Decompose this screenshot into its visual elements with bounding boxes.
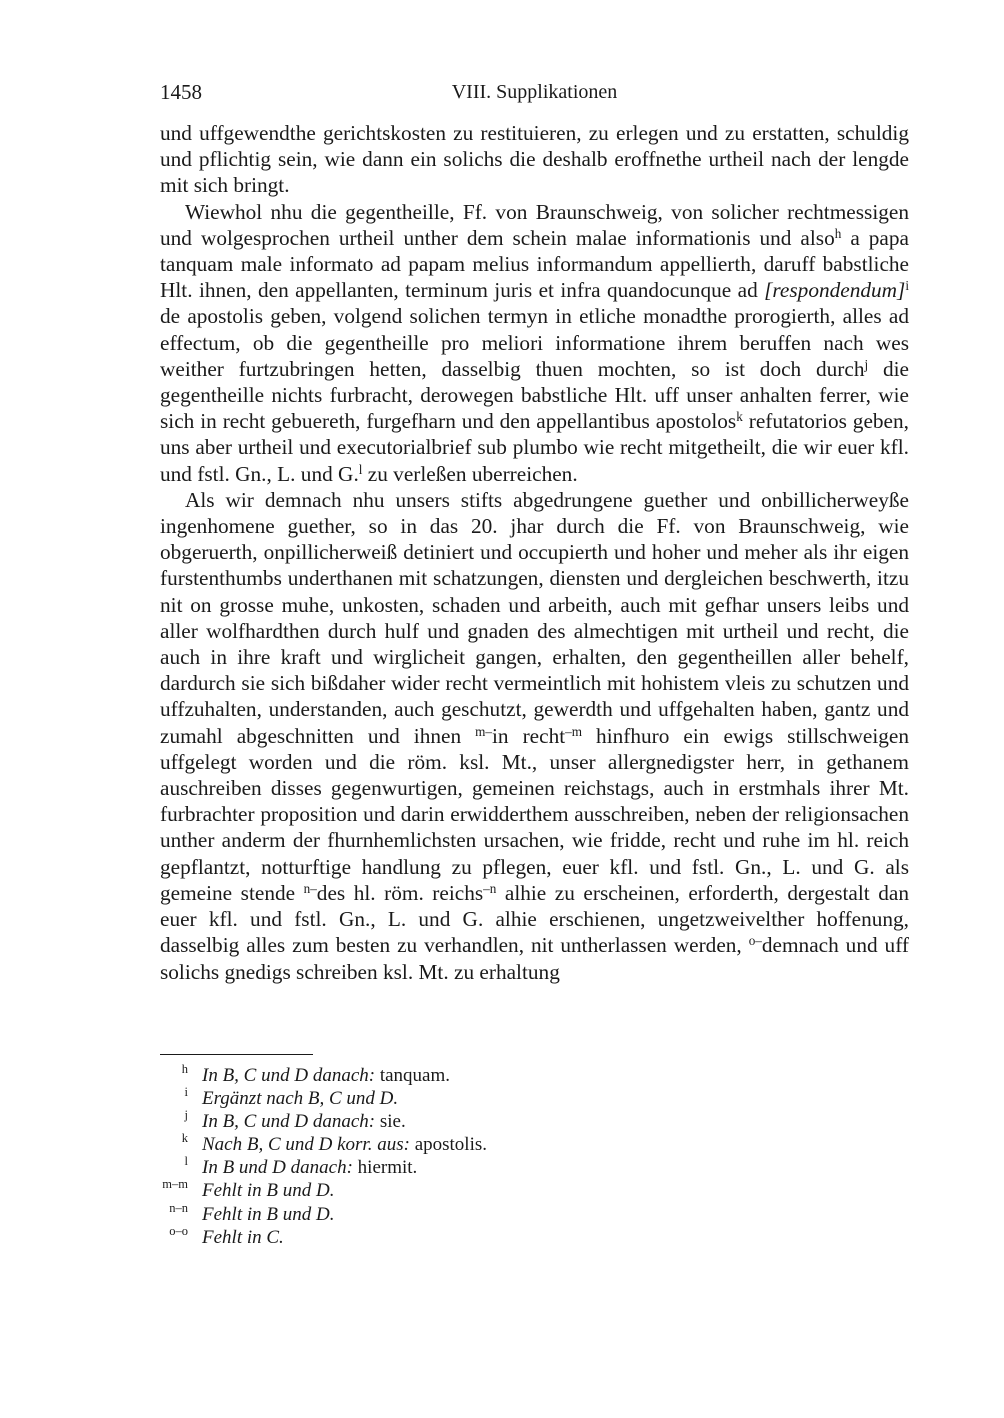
footnote-divider bbox=[160, 1054, 313, 1055]
footnote-ref: h bbox=[834, 225, 842, 241]
footnote bbox=[160, 1200, 909, 1226]
paragraph-1 bbox=[160, 120, 909, 199]
footnote bbox=[160, 1087, 909, 1110]
text-run: Wiewhol nhu die gegentheille, Ff. von Braunschweig, von solicher rechtmessigen und wolgesprochen urtheil unther dem schein malae informationis und also bbox=[160, 199, 909, 250]
running-head: VIII. Supplikationen bbox=[451, 81, 618, 103]
footnote-text: hiermit. bbox=[352, 1157, 418, 1179]
paragraph-3 bbox=[160, 487, 909, 985]
footnote bbox=[160, 1110, 909, 1133]
text-run: die gegentheille nichts furbracht, derowegen babstliche Hlt. uff unser anhalten ferrer, wie sich in recht gebuereth, furgefharn und den appellantibus apostolos bbox=[160, 356, 909, 434]
footnote bbox=[160, 1223, 909, 1249]
footnote-label: In B, C und D danach: bbox=[202, 1065, 376, 1086]
footnote-mark: h bbox=[181, 1062, 188, 1076]
footnote-mark: j bbox=[184, 1108, 188, 1123]
text-run: und uffgewendthe gerichtskosten zu restituieren, zu erlegen und zu erstatten, schuldig und pflichtig sein, wie dann ein solichs die deshalb eroffnethe urtheil nach der lengde mit sich bringt. bbox=[160, 121, 909, 198]
footnote bbox=[160, 1133, 909, 1156]
footnote-ref: l bbox=[358, 461, 363, 477]
footnote-ref: n– bbox=[303, 880, 317, 896]
footnote-ref: –n bbox=[483, 880, 497, 896]
page-header bbox=[160, 80, 909, 108]
main-text bbox=[160, 120, 909, 985]
text-run: demnach und uff solichs gnedigs schreiben ksl. Mt. zu erhaltung bbox=[160, 933, 909, 984]
footnote-text: tanquam. bbox=[375, 1065, 451, 1086]
footnote-label: Fehlt in C. bbox=[202, 1226, 284, 1248]
footnote-ref: k bbox=[736, 408, 743, 424]
text-run: des hl. röm. reichs bbox=[316, 880, 484, 905]
footnote-text: sie. bbox=[375, 1111, 406, 1133]
footnote-mark: o–o bbox=[169, 1223, 188, 1238]
footnote-label: In B, C und D danach: bbox=[202, 1111, 376, 1133]
footnote-label: In B und D danach: bbox=[202, 1157, 353, 1179]
footnote-ref: o– bbox=[748, 933, 762, 949]
footnote-label: Ergänzt nach B, C und D. bbox=[202, 1088, 399, 1110]
footnote-ref: j bbox=[864, 356, 869, 372]
footnote-label: Nach B, C und D korr. aus: bbox=[202, 1134, 410, 1156]
paragraph-2 bbox=[160, 199, 909, 487]
footnote-mark: k bbox=[181, 1131, 188, 1146]
text-run: zu verleßen uberreichen. bbox=[362, 461, 578, 486]
text-run: hinfhuro ein ewigs stillschweigen uffgelegt worden und die röm. ksl. Mt., unser allergnedigster herr, in gethanem auschreiben disses gegenwurtigen, gemeinen reichstags, auch in erstmhals ihrer Mt. furbrachter proposition und darin erwidderthem ausschreiben, neben der religionsachen unther anderm der fhurnhemlichsten ursachen, wie fridde, recht und ruhe im hl. reich gepflantzt, notturftige handlung zu pflegen, euer kfl. und fstl. Gn., L. und G. als gemeine stende bbox=[160, 723, 910, 905]
footnote bbox=[160, 1064, 909, 1087]
footnote-text: apostolis. bbox=[409, 1134, 488, 1156]
footnote-mark: i bbox=[184, 1085, 188, 1100]
footnote-mark: n–n bbox=[169, 1200, 188, 1215]
footnote-label: Fehlt in B und D. bbox=[202, 1203, 335, 1225]
text-run: alhie zu erscheinen, erforderth, dergestalt dan euer kfl. und fstl. Gn., L. und G. alhie erschienen, ungetzweivelther hoffenung, dasselbig alles zum besten zu verhandlen, nit untherlassen werden, bbox=[160, 880, 909, 958]
footnotes bbox=[160, 1064, 909, 1249]
footnote bbox=[160, 1156, 909, 1179]
footnote-mark: l bbox=[184, 1154, 188, 1169]
footnote-ref: m– bbox=[475, 723, 492, 739]
editorial-insertion: [respondendum] bbox=[764, 278, 906, 303]
text-run: Als wir demnach nhu unsers stifts abgedrungene guether und onbillicherweyße ingenhomene guether, so in das 20. jhar durch die Ff. von Braunschweig, wie obgeruerth, onpillicherweiß detiniert und occupierth und hoher und meher als ihr eigen furstenthumbs underthanen mit schatzungen, diensten und dergleichen beschwerth, itzu nit on grosse muhe, unkosten, schaden und arbeith, auch mit gefhar unsers leibs und aller wolfhardthen durch hulf und gnaden des almechtigen mit urtheil und recht, die auch in ihre kraft und wirglicheit gangen, erhalten, den gegentheillen aller behelf, dardurch sie sich bißdaher wider recht vermeintlich mit hohistem vleis zu schutzen und uffzuhalten, understanden, auch geschutzt, gewerdth und uffgehalten haben, gantz und zumahl abgeschnitten und ihnen bbox=[160, 487, 909, 748]
footnote-mark: m–m bbox=[162, 1177, 188, 1192]
text-run: de apostolis geben, volgend solichen termyn in etliche monadthe prorogierth, alles ad effectum, ob die gegentheille pro meliori informatione ihrem beruffen nach wes weither furtzubringen hetten, dasselbig thuen mochten, so ist doch durch bbox=[160, 304, 909, 381]
footnote-label: Fehlt in B und D. bbox=[202, 1180, 335, 1202]
footnote-ref: i bbox=[905, 277, 909, 293]
text-run: refutatorios geben, uns aber urtheil und executorialbrief sub plumbo wie recht mitgetheilt, die wir euer kfl. und fstl. Gn., L. und G. bbox=[160, 409, 909, 486]
page-number: 1458 bbox=[160, 80, 202, 104]
footnote bbox=[160, 1179, 909, 1202]
text-run: in recht bbox=[492, 723, 566, 748]
text-run: a papa tanquam male informato ad papam melius informandum appellierth, daruff babstliche Hlt. ihnen, den appellanten, terminum juris et infra quandocunque ad bbox=[160, 225, 909, 303]
footnote-ref: –m bbox=[565, 723, 583, 739]
